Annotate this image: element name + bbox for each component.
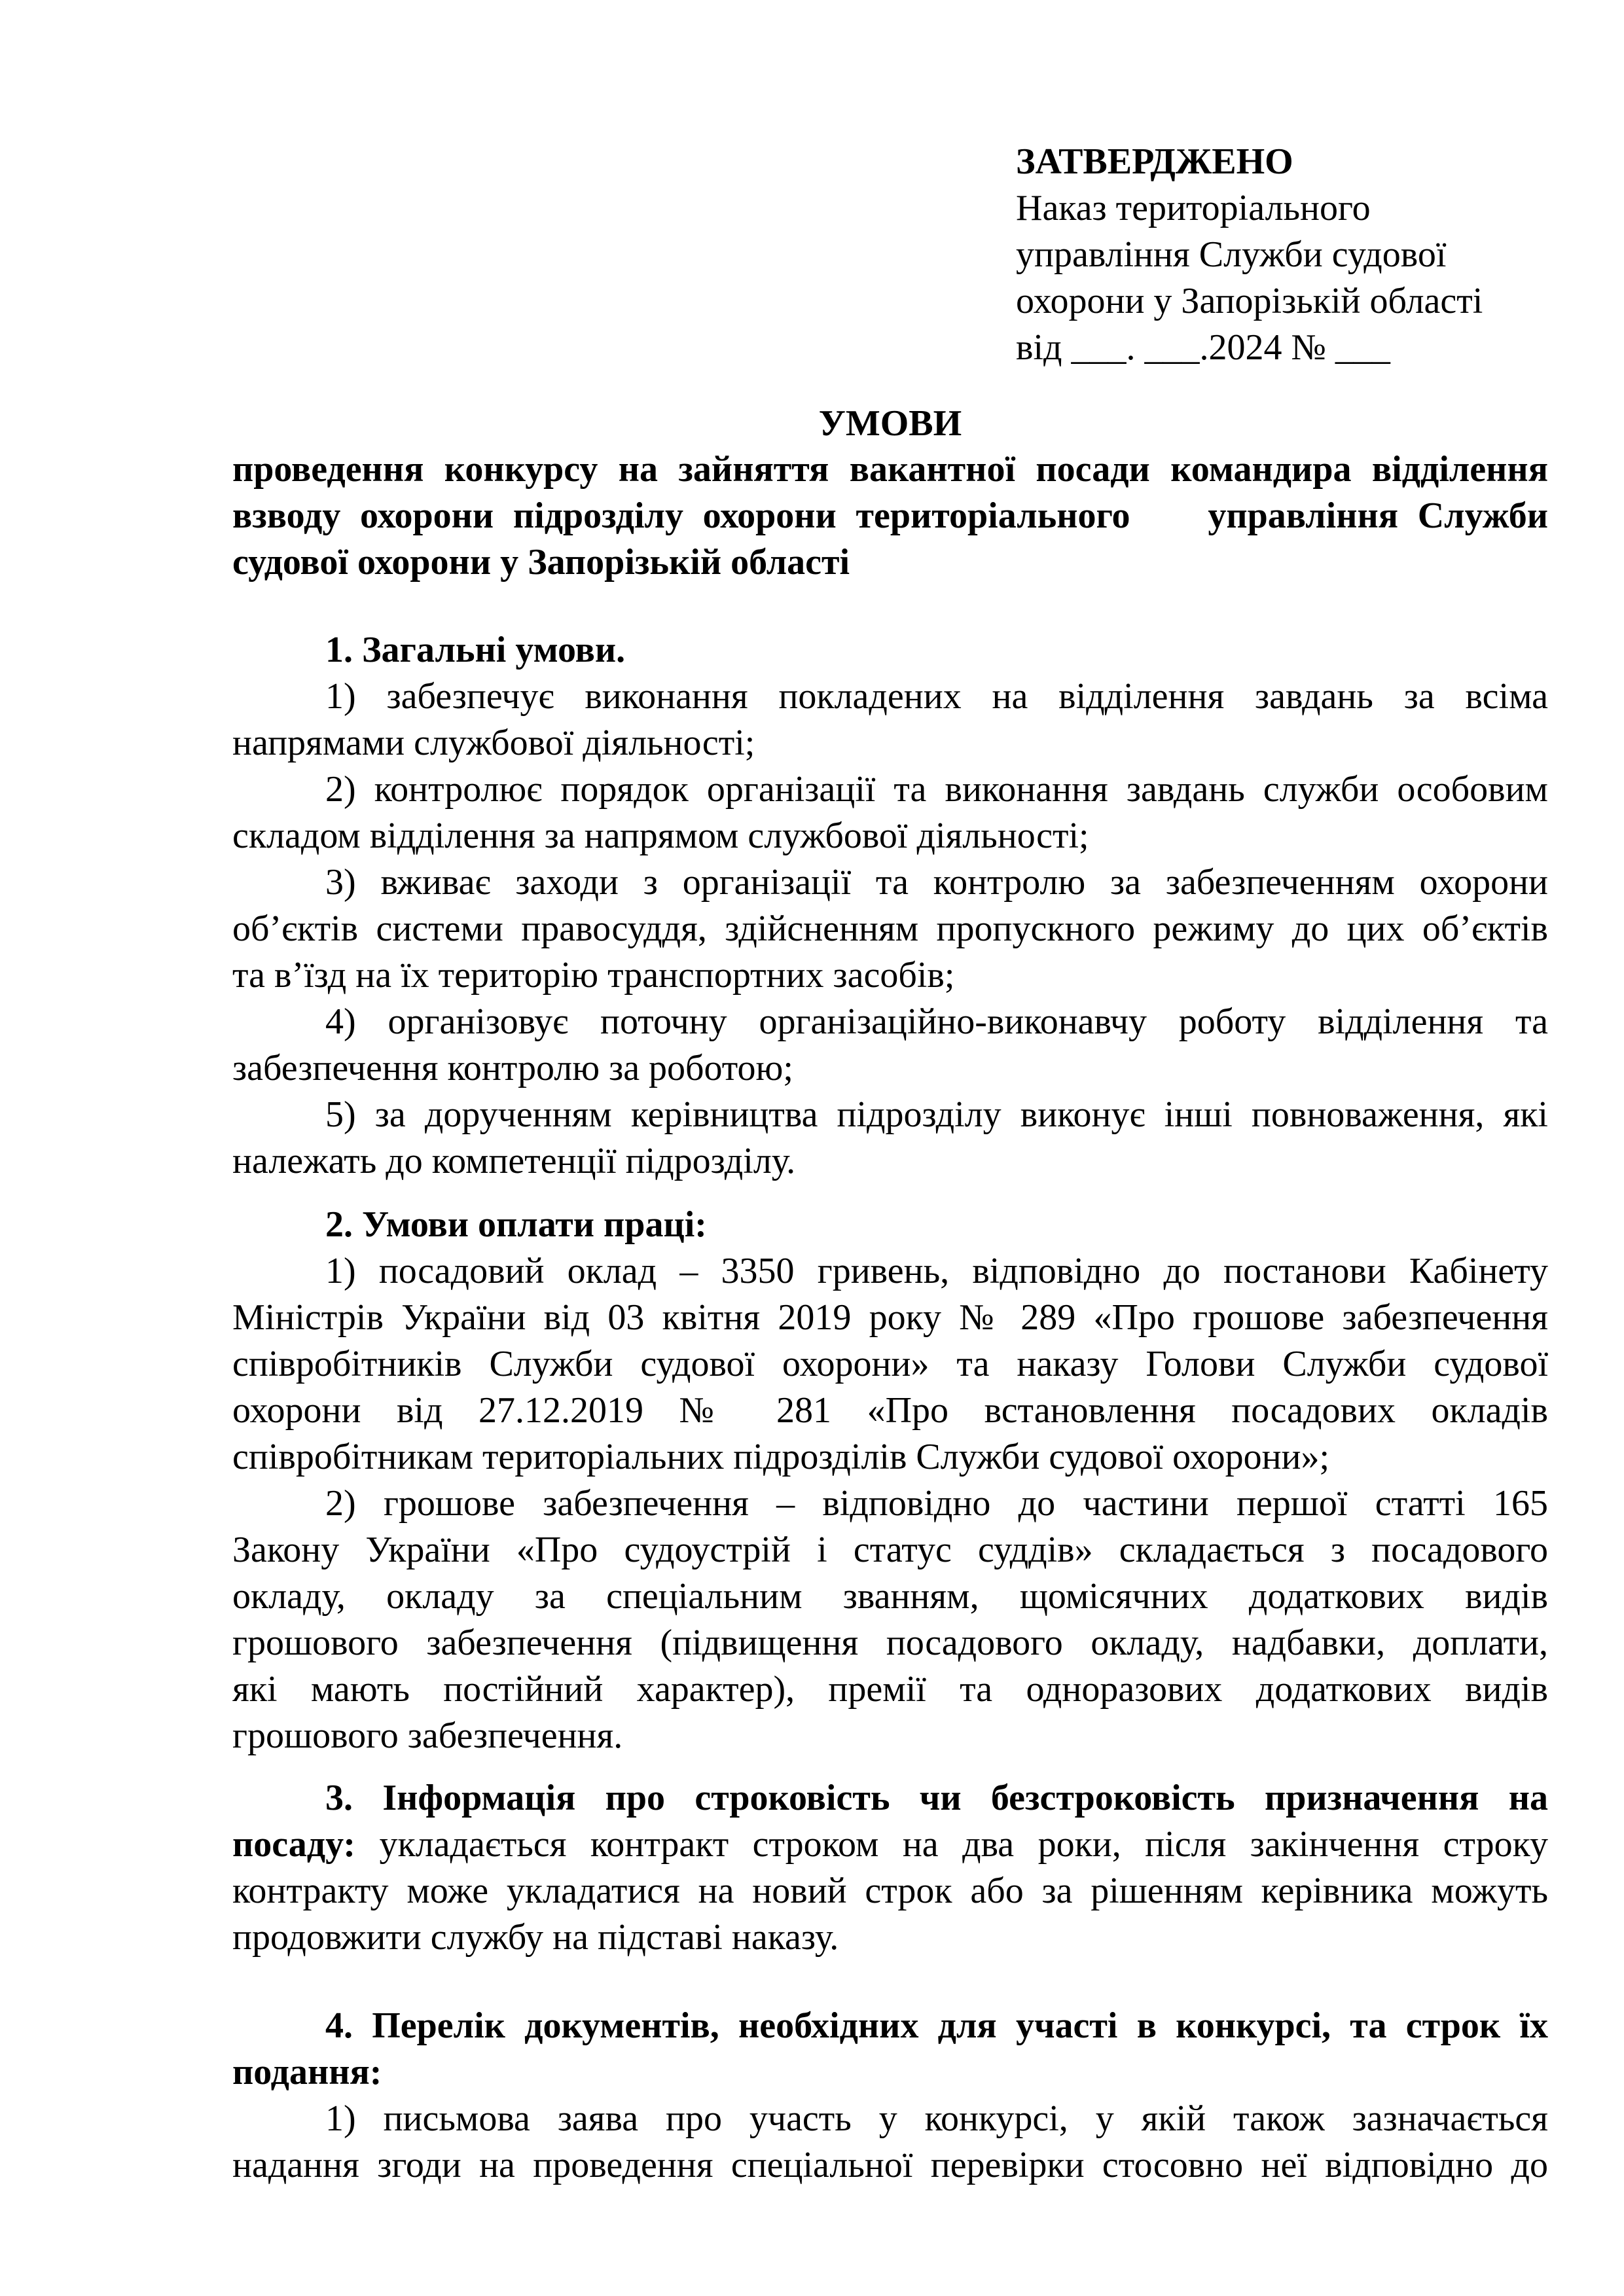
paragraph-line: охорони від 27.12.2019 № 281 «Про встановлення посадових окладів [232, 1390, 1548, 1431]
section-heading: 1. Загальні умови. [325, 630, 626, 670]
section-heading-continued: посаду: [232, 1824, 356, 1865]
paragraph-line: 1) посадовий оклад – 3350 гривень, відповідно до постанови Кабінету [325, 1251, 1548, 1291]
approval-line: охорони у Запорізькій області [1016, 281, 1483, 321]
approval-heading: ЗАТВЕРДЖЕНО [1016, 141, 1293, 182]
section-heading: 2. Умови оплати праці: [325, 1204, 707, 1245]
section-pay-conditions [232, 1202, 1548, 1759]
approval-line: управління Служби судової [1016, 234, 1447, 275]
paragraph-line: та в’їзд на їх територію транспортних засобів; [232, 955, 955, 996]
paragraph-line: окладу, окладу за спеціальним званням, щомісячних додаткових видів [232, 1576, 1548, 1617]
approval-date-line: від ___. ___.2024 № ___ [1016, 327, 1390, 368]
section-heading: 3. Інформація про строковість чи безстроковість призначення на [325, 1778, 1548, 1818]
paragraph-line: складом відділення за напрямом службової діяльності; [232, 816, 1089, 856]
subtitle-line: взводу охорони підрозділу охорони територіального управління Служби [232, 495, 1548, 536]
paragraph-line: які мають постійний характер), премії та одноразових додаткових видів [232, 1669, 1548, 1710]
section-term-info [232, 1775, 1548, 1961]
subtitle-line: судової охорони у Запорізькій області [232, 542, 850, 583]
paragraph-line: Міністрів України від 03 квітня 2019 року № 289 «Про грошове забезпечення [232, 1297, 1548, 1338]
paragraph-line: 2) грошове забезпечення – відповідно до частини першої статті 165 [325, 1483, 1548, 1524]
paragraph-line: Закону України «Про судоустрій і статус суддів» складається з посадового [232, 1530, 1548, 1570]
section-documents-list [232, 2003, 1548, 2189]
paragraph-text: укладається контракт строком на два роки, після закінчення строку [355, 1824, 1548, 1865]
paragraph-line: грошового забезпечення. [232, 1715, 623, 1756]
section-general-conditions [232, 627, 1548, 1185]
section-heading: 4. Перелік документів, необхідних для участі в конкурсі, та строк їх [325, 2005, 1548, 2046]
paragraph-line: належать до компетенції підрозділу. [232, 1141, 796, 1181]
paragraph-line: 3) вживає заходи з організації та контролю за забезпеченням охорони [325, 862, 1548, 903]
paragraph-line: співробітників Служби судової охорони» та наказу Голови Служби судової [232, 1344, 1548, 1384]
approval-line: Наказ територіального [1016, 188, 1371, 228]
paragraph-line: співробітникам територіальних підрозділів Служби судової охорони»; [232, 1437, 1330, 1477]
paragraph-line: 4) організовує поточну організаційно-виконавчу роботу відділення та [325, 1001, 1548, 1042]
paragraph-line: об’єктів системи правосуддя, здійсненням пропускного режиму до цих об’єктів [232, 908, 1548, 949]
paragraph-line [232, 1821, 1548, 1868]
paragraph-line: контракту може укладатися на новий строк або за рішенням керівника можуть [232, 1871, 1548, 1911]
paragraph-line: 2) контролює порядок організації та виконання завдань служби особовим [325, 769, 1548, 810]
paragraph-line: напрямами службової діяльності; [232, 723, 755, 763]
paragraph-line: продовжити службу на підставі наказу. [232, 1917, 839, 1958]
paragraph-line: грошового забезпечення (підвищення посадового окладу, надбавки, доплати, [232, 1623, 1548, 1663]
document-subtitle [232, 446, 1548, 586]
paragraph-line: 1) забезпечує виконання покладених на відділення завдань за всіма [325, 676, 1548, 717]
approval-block [1016, 139, 1553, 371]
paragraph-line: 1) письмова заява про участь у конкурсі, у якій також зазначається [325, 2098, 1548, 2139]
paragraph-line: 5) за дорученням керівництва підрозділу виконує інші повноваження, які [325, 1094, 1548, 1135]
subtitle-line: проведення конкурсу на зайняття вакантної посади командира відділення [232, 449, 1548, 490]
document-title: УМОВИ [818, 403, 962, 444]
section-heading-continued: подання: [232, 2052, 382, 2092]
paragraph-line: забезпечення контролю за роботою; [232, 1048, 793, 1088]
paragraph-line: надання згоди на проведення спеціальної перевірки стосовно неї відповідно до [232, 2145, 1548, 2185]
